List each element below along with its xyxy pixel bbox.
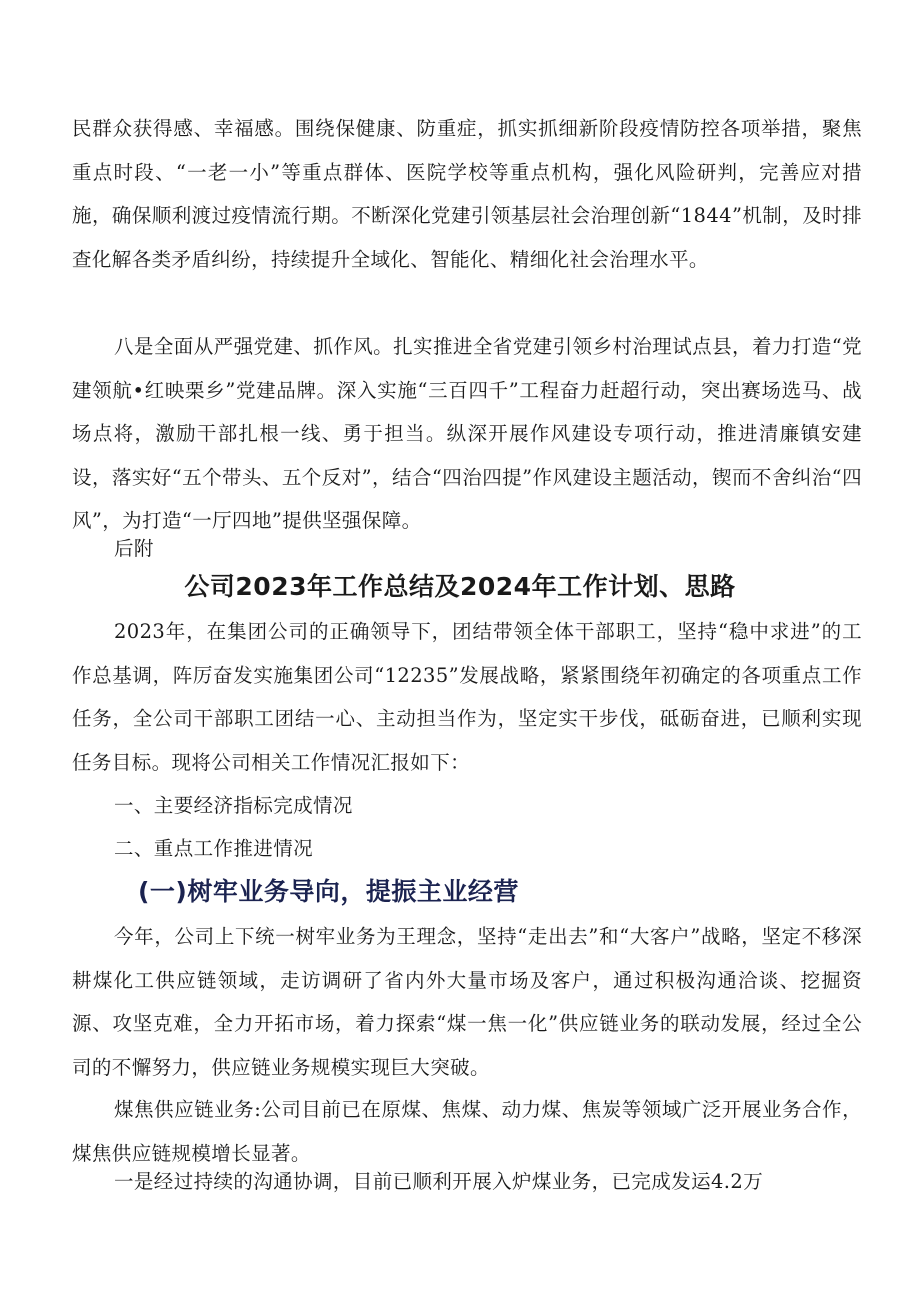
paragraph-party-building: 八是全面从严强党建、抓作风。扎实推进全省党建引领乡村治理试点县，着力打造“党建领航•红映栗乡”党建品牌。深入实施“三百四千”工程奋力赶超行动，突出赛场选马、战场点将，激励干部扎根一线、勇于担当。纵深开展作风建设专项行动，推进清廉镇安建设，落实好“五个带头、五个反对”，结合“四治四提”作风建设主题活动，锲而不舍纠治“四风”，为打造“一厅四地”提供坚强保障。 [72, 335, 862, 532]
paragraph-epidemic-governance: 民群众获得感、幸福感。围绕保健康、防重症，抓实抓细新阶段疫情防控各项举措，聚焦重点时段、“一老一小”等重点群体、医院学校等重点机构，强化风险研判，完善应对措施，确保顺利渡过疫情流行期。不断深化党建引领基层社会治理创新“1844”机制，及时排查化解各类矛盾纠纷，持续提升全域化、智能化、精细化社会治理水平。 [72, 117, 862, 271]
subheading-business-orientation: (一)树牢业务导向，提振主业经营 [138, 877, 519, 906]
document-title: 公司2023年工作总结及2024年工作计划、思路 [184, 572, 736, 601]
paragraph-first-point: 一是经过持续的沟通协调，目前已顺利开展入炉煤业务，已完成发运4.2万 [114, 1170, 764, 1193]
paragraph-appendix-label: 后附 [114, 537, 154, 560]
paragraph-business-strategy: 今年，公司上下统一树牢业务为王理念，坚持“走出去”和“大客户”战略，坚定不移深耕煤化工供应链领域，走访调研了省内外大量市场及客户，通过积极沟通洽谈、挖掘资源、攻坚克难，全力开拓市场，着力探索“煤一焦一化”供应链业务的联动发展，经过全公司的不懈努力，供应链业务规模实现巨大突破。 [72, 925, 862, 1079]
paragraph-coal-coke-supply-chain: 煤焦供应链业务:公司目前已在原煤、焦煤、动力煤、焦炭等领域广泛开展业务合作，煤焦供应链规模增长显著。 [72, 1098, 862, 1165]
heading-key-work: 二、重点工作推进情况 [114, 837, 314, 860]
heading-main-indicators: 一、主要经济指标完成情况 [114, 794, 353, 817]
paragraph-intro: 2023年，在集团公司的正确领导下，团结带领全体干部职工，坚持“稳中求进”的工作总基调，阵厉奋发实施集团公司“12235”发展战略，紧紧围绕年初确定的各项重点工作任务，全公司干部职工团结一心、主动担当作为，坚定实干步伐，砥砺奋进，已顺利实现任务目标。现将公司相关工作情况汇报如下： [72, 620, 862, 774]
